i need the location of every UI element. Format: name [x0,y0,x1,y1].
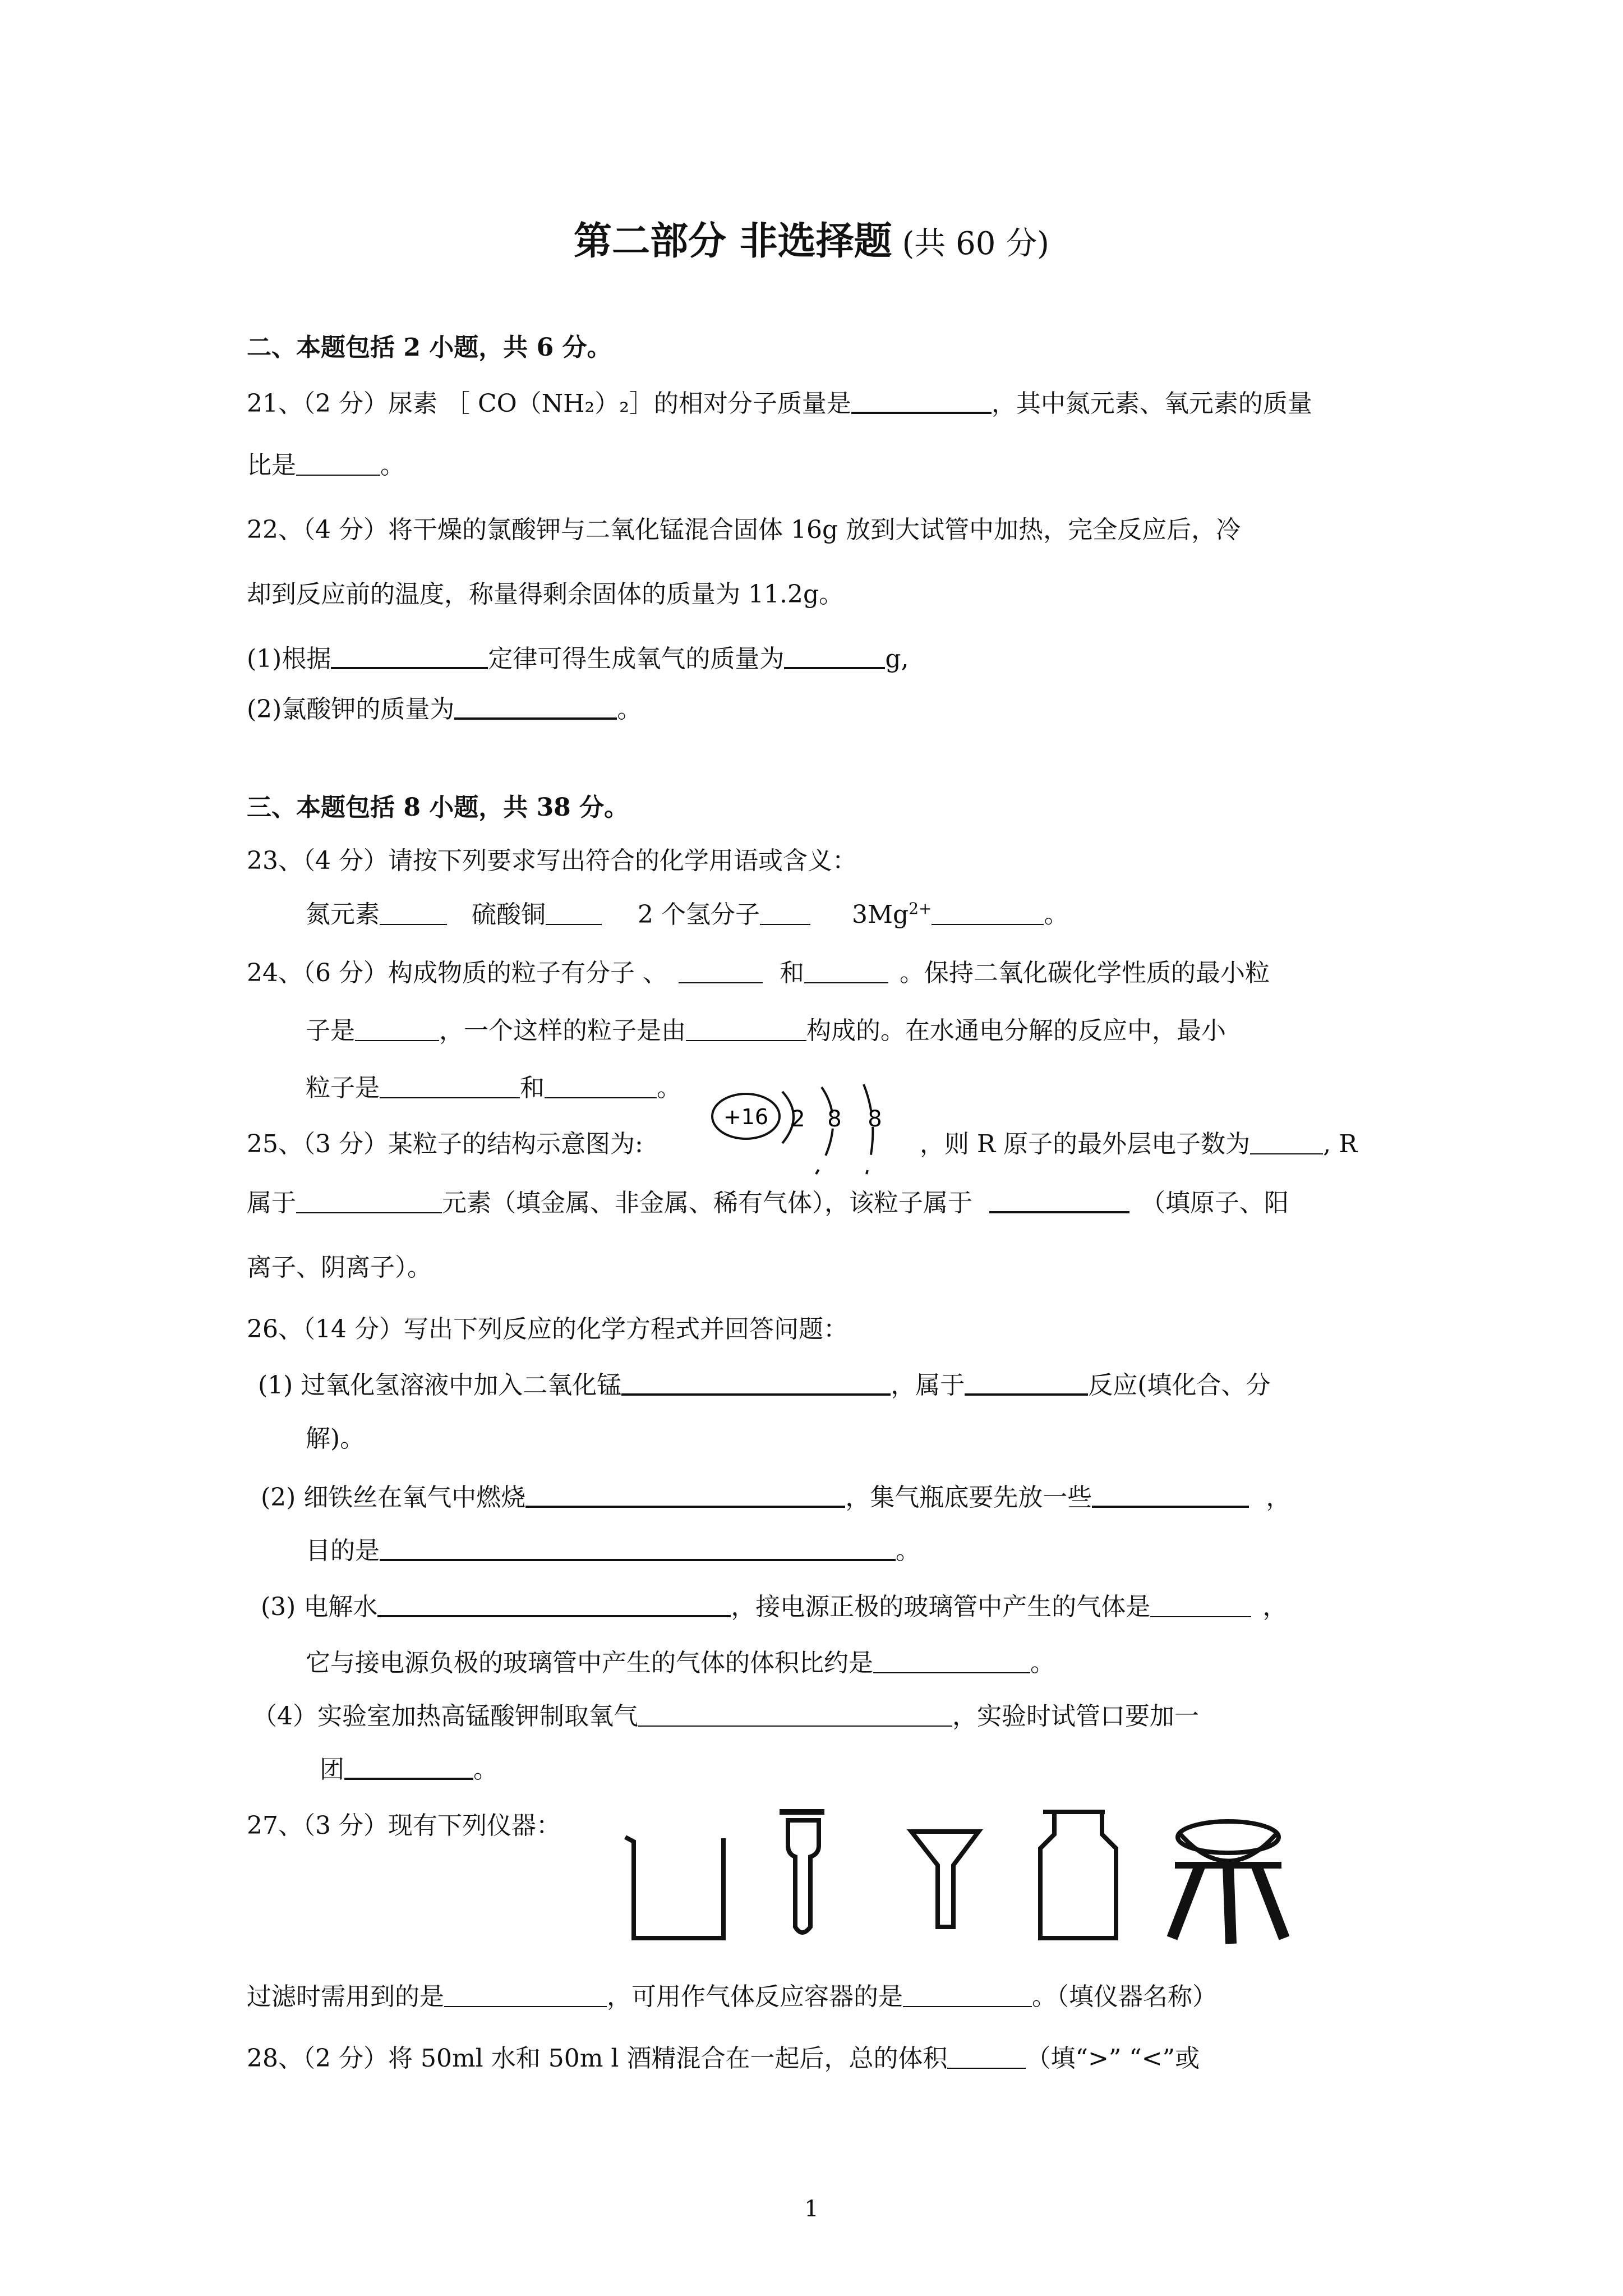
q23-blank-copper-sulfate[interactable] [546,901,602,925]
q25-line3: 离子、阴离子）。 [247,1253,432,1282]
q24-blank-4[interactable] [686,1018,806,1041]
q23-blank-hydrogen[interactable] [760,901,810,925]
q28-blank-volume-compare[interactable] [947,2045,1026,2069]
shell-electrons-3: 8 [868,1106,882,1132]
q21-blank-mass[interactable] [851,389,992,414]
evaporating-dish-on-tripod-icon [1172,1821,1284,1944]
funnel-icon [911,1832,979,1927]
q21-blank-ratio[interactable] [296,452,380,476]
q26-blank-purpose[interactable] [380,1536,896,1561]
q26-blank-iron-equation[interactable] [525,1483,845,1508]
test-tube-icon [780,1812,824,1932]
q22-line1: 22、（4 分）将干燥的氯酸钾与二氧化锰混合固体 16g 放到大试管中加热，完全反应后，冷 [247,516,1241,544]
page-number: 1 [804,2196,819,2222]
shell-electrons-2: 8 [827,1106,842,1132]
q25-line1: 25、（3 分）某粒子的结构示意图为: [247,1130,643,1158]
q22-blank-law[interactable] [331,645,488,669]
q24-line3: 粒子是 和 。 [306,1074,681,1102]
q23-line1: 23、（4 分）请按下列要求写出符合的化学用语或含义： [247,846,857,875]
gas-bottle-icon [1040,1812,1116,1938]
q24-blank-1[interactable] [679,960,763,983]
q26-part1: (1) 过氧化氢溶液中加入二氧化锰 ，属于 反应(填化合、分 [258,1371,1271,1400]
q21-line1: 21、（2 分）尿素 ［ CO（NH₂）₂］的相对分子质量是 ，其中氮元素、氧元素的质量 [247,389,1312,418]
q26-blank-bottle-substance[interactable] [1092,1483,1249,1508]
q21-line2: 比是 。 [247,451,405,480]
q27-line1: 27、（3 分）现有下列仪器： [247,1811,561,1840]
q22-part1: (1)根据 定律可得生成氧气的质量为 g, [247,645,909,673]
section-two-heading: 二、本题包括 2 小题，共 6 分。 [247,333,612,362]
lab-instruments-figure [617,1803,1312,1947]
section-title-main: 第二部分 非选择题 [573,219,892,264]
q22-line2: 却到反应前的温度，称量得剩余固体的质量为 11.2g。 [247,580,844,609]
beaker-icon [625,1837,723,1938]
section-title-score: (共 60 分) [892,226,1050,262]
q26-blank-h2o2-equation[interactable] [621,1371,891,1396]
q26-blank-kmno4-equation[interactable] [638,1703,952,1727]
q25-blank-particle-type[interactable] [989,1189,1129,1213]
shell-electrons-1: 2 [791,1106,805,1132]
q27-blank-reaction-vessel[interactable] [903,1984,1032,2007]
q26-part4: （4）实验室加热高锰酸钾制取氧气 ，实验时试管口要加一 [252,1702,1199,1731]
q26-part3-cont: 它与接电源负极的玻璃管中产生的气体的体积比约是 。 [306,1649,1055,1677]
section-title [0,216,1623,269]
atomic-structure-diagram [704,1082,906,1180]
q28-line1: 28、（2 分）将 50ml 水和 50m l 酒精混合在一起后，总的体积 （填“>” “<”或 [247,2044,1200,2073]
q26-blank-tube-mouth[interactable] [344,1755,473,1780]
q22-blank-kclo3-mass[interactable] [454,695,617,720]
q22-blank-oxygen-mass[interactable] [784,645,885,669]
q26-part2-cont: 目的是 。 [306,1536,920,1565]
q26-part3: (3) 电解水 ，接电源正极的玻璃管中产生的气体是 ， [261,1593,1288,1621]
q24-line2: 子是 ，一个这样的粒子是由 构成的。在水通电分解的反应中，最小 [306,1016,1226,1045]
section-three-heading: 三、本题包括 8 小题，共 38 分。 [247,793,629,822]
q23-line2: 氮元素 硫酸铜 2 个氢分子 $3Mg^{2+}$ 。 [306,899,1069,929]
q26-blank-positive-gas[interactable] [1150,1594,1251,1617]
q26-blank-electrolysis-equation[interactable] [377,1593,731,1617]
q26-blank-volume-ratio[interactable] [873,1650,1030,1673]
q22-part2: (2)氯酸钾的质量为 。 [247,695,642,724]
q25-blank-outer-electrons[interactable] [1250,1131,1323,1154]
q26-part4-cont: 团 。 [320,1755,498,1784]
q27-line2: 过滤时需用到的是 ，可用作气体反应容器的是 。（填仪器名称） [247,1982,1217,2011]
q26-blank-reaction-type[interactable] [965,1371,1088,1396]
q23-blank-magnesium[interactable] [932,901,1044,925]
q26-line1: 26、（14 分）写出下列反应的化学方程式并回答问题： [247,1315,848,1343]
q27-blank-filtration[interactable] [444,1984,607,2007]
q24-blank-6[interactable] [545,1075,657,1098]
q25-blank-element-type[interactable] [296,1190,442,1213]
q24-blank-2[interactable] [804,960,888,983]
q24-blank-3[interactable] [355,1018,439,1041]
q24-line1: 24、（6 分）构成物质的粒子有分子 、 和 。保持二氧化碳化学性质的最小粒 [247,959,1270,987]
nucleus-charge: +16 [723,1105,769,1129]
q25-line1-cont: ，则 R 原子的最外层电子数为 , R [920,1130,1358,1158]
q26-part2: (2) 细铁丝在氧气中燃烧 ，集气瓶底要先放一些 ， [261,1483,1291,1512]
q26-part1-cont: 解)。 [306,1424,365,1453]
q24-blank-5[interactable] [380,1075,520,1098]
q25-line2: 属于 元素（填金属、非金属、稀有气体），该粒子属于 （填原子、阳 [247,1189,1289,1217]
q23-blank-nitrogen[interactable] [380,901,447,925]
